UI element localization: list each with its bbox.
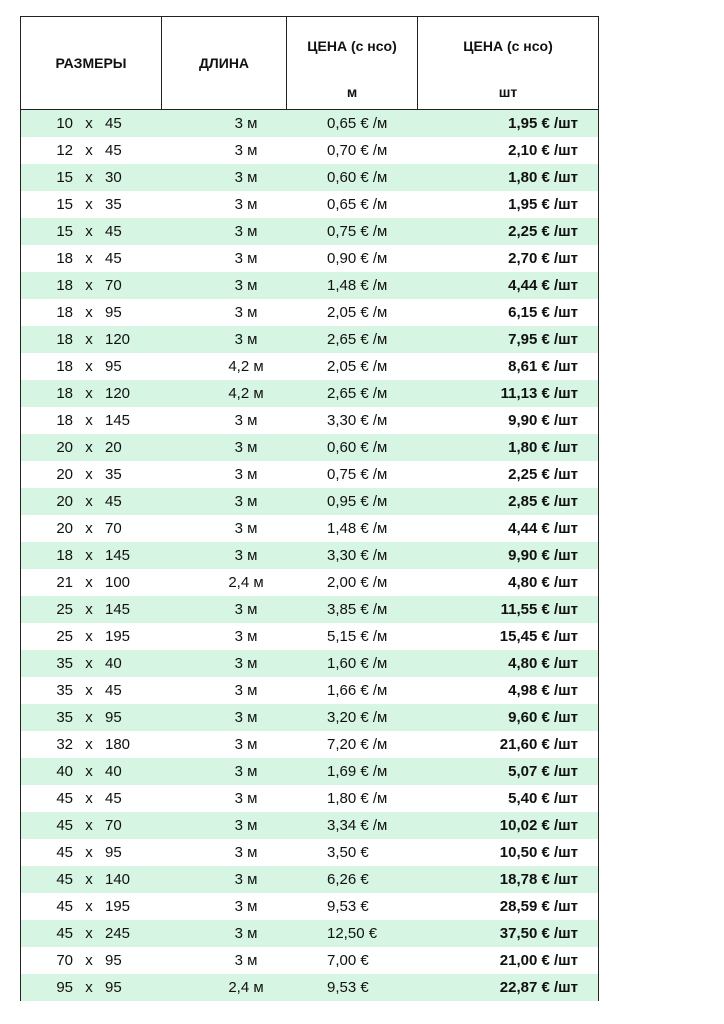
price-per-piece-cell: 4,44 € /шт [508, 520, 578, 537]
width-value: 35 [105, 466, 122, 483]
length-cell: 3 м [234, 223, 258, 240]
table-row [21, 623, 598, 650]
price-per-piece-cell: 1,80 € /шт [508, 439, 578, 456]
dimension-separator: x [85, 952, 93, 969]
thickness-value: 18 [56, 331, 73, 348]
price-per-meter-cell: 1,60 € /м [327, 655, 388, 672]
length-cell: 3 м [234, 601, 258, 618]
width-value: 145 [105, 547, 131, 564]
table-row [21, 110, 598, 137]
size-cell [21, 407, 161, 434]
price-per-piece-cell: 15,45 € /шт [499, 628, 578, 645]
size-cell [21, 488, 161, 515]
size-cell [21, 677, 161, 704]
thickness-value: 18 [56, 250, 73, 267]
length-cell: 3 м [234, 250, 258, 267]
price-per-meter-cell: 3,50 € [327, 844, 369, 861]
length-cell: 4,2 м [228, 385, 264, 402]
header-price-per-meter-unit: м [346, 84, 358, 100]
width-value: 35 [105, 196, 122, 213]
price-per-meter-cell: 3,30 € /м [327, 412, 388, 429]
price-per-piece-cell: 4,98 € /шт [508, 682, 578, 699]
dimension-separator: x [85, 304, 93, 321]
length-cell: 3 м [234, 196, 258, 213]
price-per-piece-cell: 10,02 € /шт [499, 817, 578, 834]
dimension-separator: x [85, 871, 93, 888]
width-value: 30 [105, 169, 122, 186]
price-per-meter-cell: 0,60 € /м [327, 169, 388, 186]
thickness-value: 32 [56, 736, 73, 753]
dimension-separator: x [85, 898, 93, 915]
header-price-per-piece [417, 17, 598, 109]
length-cell: 3 м [234, 682, 258, 699]
width-value: 195 [105, 628, 131, 645]
price-per-meter-cell: 0,75 € /м [327, 223, 388, 240]
length-cell: 3 м [234, 115, 258, 132]
price-per-piece-cell: 21,60 € /шт [499, 736, 578, 753]
price-per-meter-cell: 0,65 € /м [327, 115, 388, 132]
price-per-meter-cell: 0,60 € /м [327, 439, 388, 456]
dimension-separator: x [85, 169, 93, 186]
width-value: 95 [105, 979, 122, 996]
length-cell: 3 м [234, 871, 258, 888]
length-cell: 3 м [234, 898, 258, 915]
table-row [21, 164, 598, 191]
price-per-meter-cell: 0,65 € /м [327, 196, 388, 213]
width-value: 45 [105, 223, 122, 240]
dimension-separator: x [85, 385, 93, 402]
header-size [21, 17, 161, 109]
thickness-value: 40 [56, 763, 73, 780]
table-row [21, 731, 598, 758]
price-per-piece-cell: 5,07 € /шт [508, 763, 578, 780]
length-cell: 3 м [234, 169, 258, 186]
dimension-separator: x [85, 439, 93, 456]
thickness-value: 15 [56, 223, 73, 240]
price-per-meter-cell: 0,95 € /м [327, 493, 388, 510]
price-per-piece-cell: 2,25 € /шт [508, 466, 578, 483]
dimension-separator: x [85, 196, 93, 213]
thickness-value: 35 [56, 709, 73, 726]
size-cell [21, 569, 161, 596]
dimension-separator: x [85, 979, 93, 996]
header-price-per-piece-title: ЦЕНА (с нсо) [463, 38, 553, 54]
thickness-value: 18 [56, 412, 73, 429]
price-per-piece-cell: 28,59 € /шт [499, 898, 578, 915]
length-cell: 4,2 м [228, 358, 264, 375]
table-row [21, 407, 598, 434]
size-cell [21, 542, 161, 569]
price-per-meter-cell: 3,34 € /м [327, 817, 388, 834]
dimension-separator: x [85, 736, 93, 753]
size-cell [21, 515, 161, 542]
thickness-value: 20 [56, 439, 73, 456]
price-per-meter-cell: 2,00 € /м [327, 574, 388, 591]
length-cell: 3 м [234, 466, 258, 483]
price-per-meter-cell: 3,30 € /м [327, 547, 388, 564]
price-per-piece-cell: 10,50 € /шт [499, 844, 578, 861]
size-cell [21, 137, 161, 164]
table-row [21, 218, 598, 245]
length-cell: 2,4 м [228, 979, 264, 996]
width-value: 180 [105, 736, 131, 753]
thickness-value: 35 [56, 682, 73, 699]
price-per-piece-cell: 1,80 € /шт [508, 169, 578, 186]
width-value: 95 [105, 709, 122, 726]
width-value: 20 [105, 439, 122, 456]
dimension-separator: x [85, 520, 93, 537]
length-cell: 3 м [234, 736, 258, 753]
table-row [21, 137, 598, 164]
dimension-separator: x [85, 115, 93, 132]
price-per-piece-cell: 6,15 € /шт [508, 304, 578, 321]
header-size-label: РАЗМЕРЫ [55, 55, 127, 71]
width-value: 45 [105, 250, 122, 267]
size-cell [21, 245, 161, 272]
table-row [21, 353, 598, 380]
thickness-value: 18 [56, 304, 73, 321]
dimension-separator: x [85, 682, 93, 699]
size-cell [21, 461, 161, 488]
price-per-meter-cell: 1,66 € /м [327, 682, 388, 699]
table-row [21, 245, 598, 272]
thickness-value: 45 [56, 871, 73, 888]
dimension-separator: x [85, 925, 93, 942]
size-cell [21, 920, 161, 947]
table-body [21, 110, 598, 1001]
length-cell: 3 м [234, 493, 258, 510]
price-per-meter-cell: 7,20 € /м [327, 736, 388, 753]
dimension-separator: x [85, 412, 93, 429]
price-per-meter-cell: 2,65 € /м [327, 385, 388, 402]
header-price-per-meter-title: ЦЕНА (с нсо) [307, 38, 397, 54]
thickness-value: 18 [56, 547, 73, 564]
width-value: 100 [105, 574, 131, 591]
width-value: 40 [105, 655, 122, 672]
dimension-separator: x [85, 358, 93, 375]
size-cell [21, 326, 161, 353]
length-cell: 3 м [234, 547, 258, 564]
thickness-value: 20 [56, 493, 73, 510]
width-value: 70 [105, 817, 122, 834]
size-cell [21, 893, 161, 920]
thickness-value: 20 [56, 520, 73, 537]
dimension-separator: x [85, 790, 93, 807]
table-row [21, 839, 598, 866]
price-per-meter-cell: 6,26 € [327, 871, 369, 888]
table-row [21, 650, 598, 677]
price-table [20, 16, 599, 1001]
price-per-meter-cell: 5,15 € /м [327, 628, 388, 645]
size-cell [21, 434, 161, 461]
price-per-meter-cell: 1,69 € /м [327, 763, 388, 780]
price-per-piece-cell: 4,80 € /шт [508, 574, 578, 591]
size-cell [21, 218, 161, 245]
width-value: 40 [105, 763, 122, 780]
size-cell [21, 164, 161, 191]
header-price-per-piece-unit: шт [498, 84, 518, 100]
price-per-piece-cell: 9,90 € /шт [508, 547, 578, 564]
size-cell [21, 380, 161, 407]
size-cell [21, 596, 161, 623]
price-per-meter-cell: 3,20 € /м [327, 709, 388, 726]
length-cell: 3 м [234, 655, 258, 672]
price-per-piece-cell: 9,60 € /шт [508, 709, 578, 726]
size-cell [21, 299, 161, 326]
length-cell: 3 м [234, 412, 258, 429]
size-cell [21, 974, 161, 1001]
price-per-piece-cell: 1,95 € /шт [508, 196, 578, 213]
price-per-piece-cell: 18,78 € /шт [499, 871, 578, 888]
thickness-value: 12 [56, 142, 73, 159]
width-value: 120 [105, 385, 131, 402]
size-cell [21, 191, 161, 218]
length-cell: 3 м [234, 952, 258, 969]
size-cell [21, 704, 161, 731]
length-cell: 3 м [234, 304, 258, 321]
length-cell: 3 м [234, 817, 258, 834]
size-cell [21, 272, 161, 299]
price-per-meter-cell: 2,65 € /м [327, 331, 388, 348]
table-row [21, 866, 598, 893]
table-row [21, 974, 598, 1001]
length-cell: 3 м [234, 628, 258, 645]
size-cell [21, 731, 161, 758]
dimension-separator: x [85, 250, 93, 267]
size-cell [21, 812, 161, 839]
width-value: 120 [105, 331, 131, 348]
width-value: 95 [105, 844, 122, 861]
size-cell [21, 110, 161, 137]
table-row [21, 947, 598, 974]
table-row [21, 434, 598, 461]
width-value: 140 [105, 871, 131, 888]
price-per-meter-cell: 0,90 € /м [327, 250, 388, 267]
dimension-separator: x [85, 628, 93, 645]
width-value: 45 [105, 790, 122, 807]
width-value: 45 [105, 115, 122, 132]
dimension-separator: x [85, 223, 93, 240]
table-row [21, 488, 598, 515]
width-value: 95 [105, 304, 122, 321]
header-length [161, 17, 286, 109]
price-per-piece-cell: 22,87 € /шт [499, 979, 578, 996]
price-per-piece-cell: 11,13 € /шт [500, 385, 578, 402]
price-per-meter-cell: 0,75 € /м [327, 466, 388, 483]
length-cell: 3 м [234, 709, 258, 726]
table-row [21, 326, 598, 353]
width-value: 45 [105, 142, 122, 159]
price-per-piece-cell: 2,85 € /шт [508, 493, 578, 510]
price-per-meter-cell: 1,48 € /м [327, 520, 388, 537]
size-cell [21, 650, 161, 677]
thickness-value: 15 [56, 169, 73, 186]
size-cell [21, 947, 161, 974]
price-per-piece-cell: 2,70 € /шт [508, 250, 578, 267]
header-price-per-meter [286, 17, 417, 109]
width-value: 70 [105, 520, 122, 537]
price-per-piece-cell: 2,25 € /шт [508, 223, 578, 240]
table-row [21, 515, 598, 542]
length-cell: 3 м [234, 844, 258, 861]
length-cell: 2,4 м [228, 574, 264, 591]
dimension-separator: x [85, 709, 93, 726]
price-per-piece-cell: 21,00 € /шт [499, 952, 578, 969]
table-row [21, 461, 598, 488]
table-row [21, 272, 598, 299]
size-cell [21, 839, 161, 866]
width-value: 45 [105, 493, 122, 510]
price-per-meter-cell: 1,80 € /м [327, 790, 388, 807]
dimension-separator: x [85, 331, 93, 348]
price-per-piece-cell: 5,40 € /шт [508, 790, 578, 807]
price-per-piece-cell: 4,80 € /шт [508, 655, 578, 672]
price-per-meter-cell: 0,70 € /м [327, 142, 388, 159]
thickness-value: 18 [56, 277, 73, 294]
dimension-separator: x [85, 763, 93, 780]
dimension-separator: x [85, 655, 93, 672]
table-row [21, 569, 598, 596]
thickness-value: 45 [56, 898, 73, 915]
table-row [21, 758, 598, 785]
thickness-value: 15 [56, 196, 73, 213]
length-cell: 3 м [234, 277, 258, 294]
price-per-meter-cell: 1,48 € /м [327, 277, 388, 294]
table-row [21, 191, 598, 218]
thickness-value: 18 [56, 385, 73, 402]
length-cell: 3 м [234, 142, 258, 159]
dimension-separator: x [85, 493, 93, 510]
thickness-value: 45 [56, 844, 73, 861]
price-per-meter-cell: 2,05 € /м [327, 358, 388, 375]
price-per-meter-cell: 7,00 € [327, 952, 369, 969]
dimension-separator: x [85, 844, 93, 861]
price-per-meter-cell: 9,53 € [327, 898, 369, 915]
length-cell: 3 м [234, 790, 258, 807]
table-row [21, 380, 598, 407]
price-per-piece-cell: 8,61 € /шт [508, 358, 578, 375]
thickness-value: 45 [56, 925, 73, 942]
thickness-value: 95 [56, 979, 73, 996]
thickness-value: 20 [56, 466, 73, 483]
length-cell: 3 м [234, 520, 258, 537]
size-cell [21, 353, 161, 380]
price-per-piece-cell: 9,90 € /шт [508, 412, 578, 429]
length-cell: 3 м [234, 925, 258, 942]
thickness-value: 25 [56, 601, 73, 618]
thickness-value: 10 [56, 115, 73, 132]
size-cell [21, 623, 161, 650]
dimension-separator: x [85, 466, 93, 483]
table-row [21, 704, 598, 731]
table-row [21, 812, 598, 839]
price-per-piece-cell: 2,10 € /шт [508, 142, 578, 159]
dimension-separator: x [85, 601, 93, 618]
table-row [21, 299, 598, 326]
table-header [21, 16, 598, 110]
table-row [21, 785, 598, 812]
size-cell [21, 866, 161, 893]
header-length-label: ДЛИНА [198, 55, 250, 71]
dimension-separator: x [85, 277, 93, 294]
table-row [21, 542, 598, 569]
size-cell [21, 758, 161, 785]
price-per-piece-cell: 11,55 € /шт [500, 601, 578, 618]
thickness-value: 21 [56, 574, 73, 591]
dimension-separator: x [85, 142, 93, 159]
width-value: 195 [105, 898, 131, 915]
table-row [21, 677, 598, 704]
price-per-meter-cell: 3,85 € /м [327, 601, 388, 618]
length-cell: 3 м [234, 439, 258, 456]
thickness-value: 35 [56, 655, 73, 672]
table-row [21, 920, 598, 947]
thickness-value: 45 [56, 817, 73, 834]
width-value: 145 [105, 601, 131, 618]
dimension-separator: x [85, 574, 93, 591]
price-per-meter-cell: 12,50 € [327, 925, 378, 942]
thickness-value: 70 [56, 952, 73, 969]
price-per-meter-cell: 2,05 € /м [327, 304, 388, 321]
thickness-value: 45 [56, 790, 73, 807]
width-value: 145 [105, 412, 131, 429]
price-per-piece-cell: 4,44 € /шт [508, 277, 578, 294]
width-value: 45 [105, 682, 122, 699]
width-value: 95 [105, 952, 122, 969]
length-cell: 3 м [234, 331, 258, 348]
dimension-separator: x [85, 817, 93, 834]
table-row [21, 893, 598, 920]
width-value: 245 [105, 925, 131, 942]
dimension-separator: x [85, 547, 93, 564]
size-cell [21, 785, 161, 812]
width-value: 95 [105, 358, 122, 375]
price-per-piece-cell: 1,95 € /шт [508, 115, 578, 132]
thickness-value: 18 [56, 358, 73, 375]
length-cell: 3 м [234, 763, 258, 780]
price-per-piece-cell: 7,95 € /шт [508, 331, 578, 348]
thickness-value: 25 [56, 628, 73, 645]
width-value: 70 [105, 277, 122, 294]
price-per-meter-cell: 9,53 € [327, 979, 369, 996]
table-row [21, 596, 598, 623]
price-per-piece-cell: 37,50 € /шт [499, 925, 578, 942]
